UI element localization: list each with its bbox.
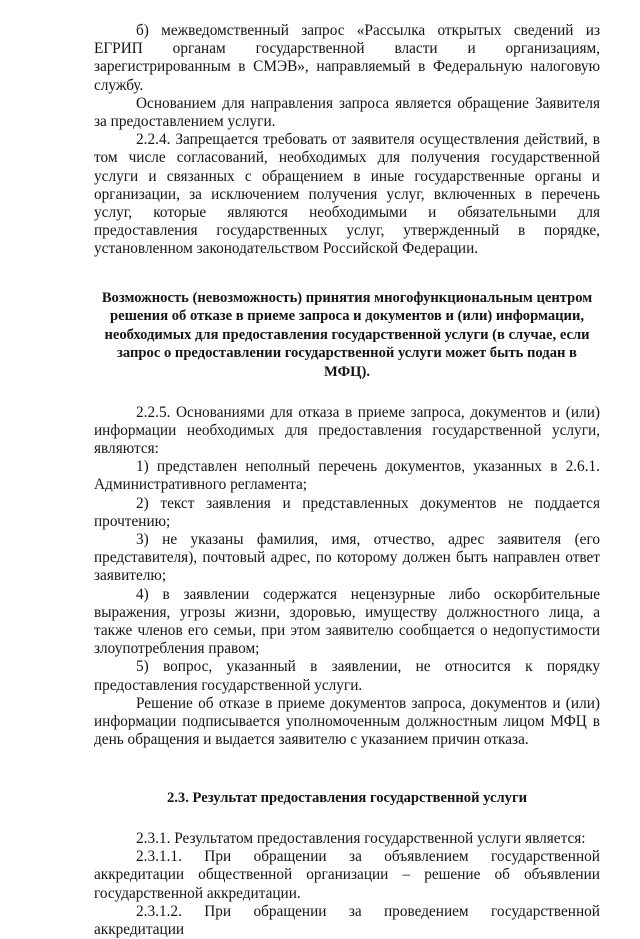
section-heading-2-3: 2.3. Результат предоставления государственной услуги bbox=[166, 790, 528, 807]
paragraph-2-3-1: 2.3.1. Результатом предоставления государственной услуги является: bbox=[136, 830, 586, 848]
list-item-1: 1) представлен неполный перечень документов, указанных в 2.6.1. Административного регламента; bbox=[94, 458, 600, 494]
paragraph-request-basis: Основанием для направления запроса является обращение Заявителя за предоставлением услуги. bbox=[94, 94, 600, 131]
paragraph-2-3-1-1: 2.3.1.1. При обращении за объявлением государственной аккредитации общественной организации – решение об объявлении государственной аккредитации. bbox=[94, 848, 600, 902]
section-heading-mfc-refusal: Возможность (невозможность) принятия многофункциональным центром решения об отказе в приеме запроса и документов и (или) информации, необходимых для предоставления государственной услуги (в случае, если запрос о предоставлении государственной услуги может быть подан в МФЦ). bbox=[101, 289, 593, 381]
list-item-2: 2) текст заявления и представленных документов не поддается прочтению; bbox=[94, 494, 600, 530]
paragraph-refusal-decision: Решение об отказе в приеме документов запроса, документов и (или) информации подписывается уполномоченным должностным лицом МФЦ в день обращения и выдается заявителю с указанием причин отказа. bbox=[94, 694, 600, 749]
paragraph-2-2-5: 2.2.5. Основаниями для отказа в приеме запроса, документов и (или) информации необходимых для предоставления государственной услуги, являются: bbox=[94, 403, 600, 458]
paragraph-2-3-1-2: 2.3.1.2. При обращении за проведением государственной аккредитации bbox=[94, 902, 600, 939]
list-item-4: 4) в заявлении содержатся нецензурные либо оскорбительные выражения, угрозы жизни, здоровью, имуществу должностного лица, а также членов его семьи, при этом заявителю сообщается о недопустимости злоупотребления правом; bbox=[94, 585, 600, 658]
list-item-3: 3) не указаны фамилия, имя, отчество, адрес заявителя (его представителя), почтовый адрес, по которому должен быть направлен ответ заявителю; bbox=[94, 531, 600, 585]
paragraph-egrip-request: б) межведомственный запрос «Рассылка открытых сведений из ЕГРИП органам государственной власти и организациям, зарегистрированным в СМЭВ», направляемый в Федеральную налоговую службу. bbox=[94, 22, 600, 94]
paragraph-2-2-4: 2.2.4. Запрещается требовать от заявителя осуществления действий, в том числе согласований, необходимых для получения государственной услуги и связанных с обращением в иные государственные органы и организации, за исключением получения услуг, включенных в перечень услуг, которые являются необходимыми и обязательными для предоставления государственных услуг, утвержденный в порядке, установленном законодательством Российской Федерации. bbox=[94, 131, 600, 258]
document-page bbox=[94, 22, 600, 939]
list-item-5: 5) вопрос, указанный в заявлении, не относится к порядку предоставления государственной услуги. bbox=[94, 658, 600, 694]
